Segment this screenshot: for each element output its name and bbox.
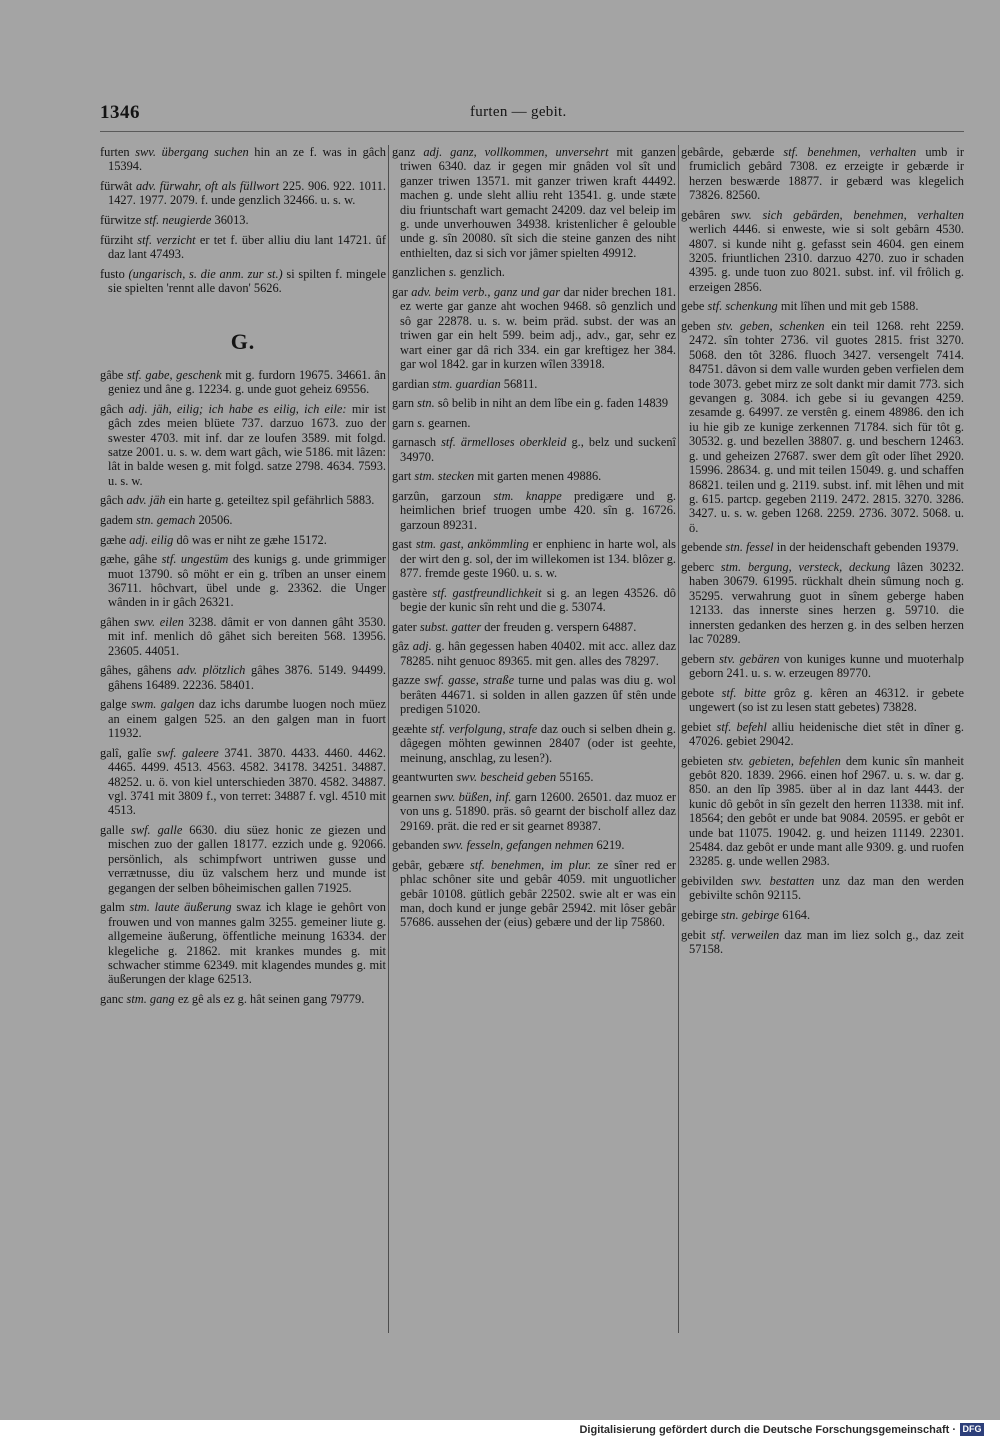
entry-headword: gâhes, gâhens [100, 663, 172, 678]
entry-headword: geantwurten [392, 770, 454, 785]
entry-text: er tet f. über alliu diu lant 14721. ûf daz lant 47493. [108, 232, 386, 261]
entry-text: sô belib in niht an dem lîbe ein g. faden 14839 [437, 396, 669, 411]
dictionary-entry [392, 722, 676, 765]
entry-text: 3741. 3870. 4433. 4460. 4462. 4465. 4499. 4513. 4563. 4582. 34178. 34251. 34887. 48252. u. ö. von kiel unterschieden 3870. 4582. 34887. vgl. 3741 mit 3809 f., von terret: 34887 f. vgl. 4510 mit 4513. [108, 745, 386, 818]
dictionary-entry [392, 639, 676, 668]
entry-gloss: stv. gebieten, befehlen [727, 753, 841, 768]
entry-gloss: swv. büßen, inf. [434, 789, 512, 804]
entry-text: swaz ich klage ie gehôrt von frouwen und von mannes galm 3255. gemeiner liute g. allgemeine äußerung, öffentliche meinung 16334. der klegeliche g. 21862. mit krankes mundes g. mit schwacher stimme 62349. mit klagendes mundes g. mit äußerungen der klage 62513. [108, 900, 386, 987]
entry-text: mit garten menen 49886. [477, 469, 602, 484]
entry-headword: furten [100, 145, 130, 159]
entry-headword: gebanden [392, 838, 440, 853]
column-1 [100, 145, 386, 1012]
entry-gloss: stv. gebären [719, 651, 780, 666]
entry-gloss: stf. schenkung [707, 299, 778, 314]
entry-text: lâzen 30232. haben 30679. 61995. rückhalt dhein sûmung noch g. 35295. verwahrung guot in sînem geberge haben 12133. das innerste sines herzen g. 59710. die innersten gedanken des herzen g. in des selben herzen lac 70289. [689, 559, 964, 646]
entry-headword: gæhe [100, 532, 127, 547]
entry-headword: ganz [392, 145, 416, 159]
entry-text: 6219. [596, 838, 625, 853]
entry-text: turne und palas was diu g. wol berâten 44671. si solden in allen gazzen ûf stên unde predigen 51020. [400, 673, 676, 717]
entry-gloss: adv. beim verb., ganz und gar [411, 285, 561, 300]
entry-text: in der heidenschaft gebenden 19379. [776, 540, 959, 555]
dictionary-entry [681, 928, 964, 957]
entry-gloss: s. [448, 265, 457, 280]
entry-text: er enphienc in harte wol, als der wirt den g. sol, der im willekomen ist 134. blôzer g. 877. fremde geste 1960. u. s. w. [400, 537, 676, 581]
entry-gloss: swf. galeere [156, 745, 219, 760]
dictionary-entry [100, 493, 386, 507]
entry-text: des kunigs g. unde grimmiger muot 13790. sô möht er ein g. trîben an unser einem 36711. hôchvart, übel unde g. 23362. die Unger wânden in ir gâch 26321. [108, 552, 386, 610]
entry-gloss: swv. sich gebärden, benehmen, verhalten [730, 207, 964, 222]
entry-headword: gebârde, gebærde [681, 145, 775, 159]
entry-gloss: adv. fürwahr, oft als füllwort [135, 179, 280, 193]
entry-text: daz man im liez solch g., daz zeit 57158. [689, 927, 964, 956]
entry-text: 56811. [503, 376, 538, 391]
entry-text: hin an ze f. was in gâch 15394. [108, 145, 386, 174]
entry-text: ein teil 1268. reht 2259. 2472. sîn tohter 2736. vil guotes 2815. frist 3270. 5068. den tôt 3286. fluoch 3427. versengelt 7414. 84751. dâvon si dem valle wurden geben verfielen dem tode 3073. gebet mirz ze solt dankt mir damit 773. sich gevangen g. 3084. ich gebe si iu gevangen 4259. zesamde g. 64997. ze verstên g. einem 48986. den ich iu hie gib ze kunige zerkennen 71784. sich für tôt g. 30532. g. und bezellen 38807. g. und beschern 12463. g. und geheizen 27687. swer dem gît oder lîhet 2920. 15996. 28634. g. und mit teilen 15049. g. und schaffen 86821. teilen und g. 2119. subst. inf. mit lêhen und mit g. 615. partcp. gegeben 2119. 2472. 2815. 3270. 3286. 3427. u. s. w. geben 1268. 2259. 2736. 3072. 5068. u. ö. [689, 319, 964, 535]
dictionary-entry [681, 908, 964, 922]
entry-gloss: stm. knappe [493, 489, 562, 504]
entry-text: 6164. [782, 907, 811, 922]
dictionary-entry [100, 663, 386, 692]
entry-headword: gebivilden [681, 873, 734, 888]
entry-headword: garnasch [392, 435, 437, 450]
entry-headword: gâhen [100, 615, 130, 630]
entry-headword: fusto [100, 266, 125, 281]
entry-gloss: stm. laute äußerung [129, 900, 232, 915]
entry-gloss: adj. eilig [129, 532, 174, 547]
entry-text: g. hân gegessen haben 40402. mit acc. allez daz 78285. niht genuoc 89365. mit gen. alles des 78297. [400, 639, 676, 668]
entry-headword: gebende [681, 540, 723, 555]
dictionary-entry [681, 145, 964, 203]
entry-gloss: swv. eilen [134, 615, 184, 630]
dictionary-entry [100, 233, 386, 262]
entry-headword: fürziht [100, 232, 134, 247]
entry-headword: gebâr, gebære [392, 857, 464, 872]
entry-headword: gebiet [681, 719, 712, 734]
page-number: 1346 [100, 102, 140, 123]
dictionary-entry [392, 586, 676, 615]
entry-gloss: subst. gatter [419, 619, 482, 634]
entry-gloss: stm. gast, ankömmling [415, 537, 529, 552]
entry-gloss: swf. gasse, straße [424, 673, 515, 688]
entry-gloss: stf. benehmen, verhalten [783, 145, 917, 159]
dictionary-entry [100, 402, 386, 488]
entry-headword: gâch [100, 493, 124, 508]
entry-text: daz ouch si selben dhein g. dâgegen möhten gewinnen 28407 (oder ist geehte, meinung, anschlag, zu lesen?). [400, 721, 676, 765]
entry-gloss: stn. [417, 396, 435, 411]
dictionary-entry [392, 489, 676, 532]
dictionary-entry [392, 838, 676, 852]
entry-text: si spilten f. mingele sie spielten 'rennt alle davon' 5626. [108, 266, 386, 295]
column-divider [388, 145, 389, 1333]
entry-text: mit lîhen und mit geb 1588. [780, 299, 919, 314]
entry-text: ze sîner red er phlac schôner site und gebâr 4059. mit unguotlicher gebâr 10108. gütlich gebâr 22502. swie alt er was ein man, doch kund er junge gebâr 25942. mit lôser gebâr 57686. aussehen der (eius) gebære und der lip 75860. [400, 857, 676, 930]
entry-gloss: swm. galgen [131, 697, 195, 712]
entry-text: g., belz und suckenî 34970. [400, 435, 676, 464]
entry-headword: geberc [681, 559, 715, 574]
entry-text: 36013. [214, 213, 249, 227]
entry-text: dô was er niht ze gæhe 15172. [176, 532, 327, 547]
entry-headword: gebit [681, 927, 706, 942]
dictionary-entry [392, 285, 676, 371]
entry-headword: gebirge [681, 907, 718, 922]
entry-headword: ganzlichen [392, 265, 446, 280]
dictionary-entry [392, 435, 676, 464]
entry-headword: geben [681, 319, 711, 334]
entry-text: 3238. dâmit er von dannen gâht 3530. mit inf. menlich dô gâhet sich bereiten 568. 13956. 23605. 44051. [108, 615, 386, 658]
dictionary-entry [100, 615, 386, 658]
entry-text: mir ist gâch zdes meien blüete 737. darzuo 1673. zuo der swester 4703. mit inf. dar ze loufen 3589. mit folgd. satze 2001. u. s. w. dem wart gâch, wie 5186. mit lâzen: lât in balde wesen g. mit folgd. satze 2798. 4634. 7593. u. s. w. [108, 401, 386, 488]
dictionary-entry [392, 770, 676, 784]
entry-gloss: stf. gabe, geschenk [127, 367, 222, 382]
entry-headword: fürwât [100, 179, 133, 193]
entry-gloss: stf. befehl [716, 719, 767, 734]
entry-text: predigære und g. heimlichen brief truogen umbe 420. sîn g. 16726. garzoun 89231. [400, 489, 676, 532]
entry-headword: gart [392, 469, 412, 484]
entry-headword: garn [392, 415, 415, 430]
column-divider [678, 145, 679, 1333]
entry-text: daz ichs darumbe luogen noch müez an einem galgen 525. an den galgen man in fuort 11932. [108, 697, 386, 741]
dictionary-entry [100, 900, 386, 986]
entry-text: mit g. furdorn 19675. 34661. ân geniez und âne g. 12234. g. unde guot geheiz 69556. [108, 367, 386, 397]
dictionary-entry [681, 874, 964, 903]
entry-text: werlich 4446. si enweste, wie si solt gebârn 4530. 4807. si kunde niht g. gefasst sein 4604. gen einem 3205. friuntlichen 2310. darzuo 4270. zuo ir schaden 4395. g. unde tuon zuo 8021. subst. inf. vil frôlich g. erzeigen 2856. [689, 222, 964, 294]
dictionary-entry [681, 720, 964, 749]
entry-text: 20506. [198, 513, 233, 528]
entry-headword: gâbe [100, 367, 124, 382]
entry-headword: gâch [100, 401, 124, 416]
dictionary-entry [392, 145, 676, 260]
dictionary-entry [392, 620, 676, 634]
entry-text: alliu heidenische diet stêt in dîner g. 47026. gebiet 29042. [689, 719, 964, 748]
entry-text: gâhes 3876. 5149. 94499. gâhens 16489. 22236. 58401. [108, 663, 386, 692]
entry-gloss: adj. jäh, eilig; ich habe es eilig, ich eile: [128, 401, 347, 416]
entry-text: grôz g. kêren an 46312. ir gebete ungewert (so ist zu lesen statt gebetes) 73828. [689, 685, 964, 714]
entry-headword: ganc [100, 991, 124, 1006]
entry-text: von kuniges kunne und muoterhalp geborn 241. u. s. w. erzeugen 89770. [689, 651, 964, 680]
dictionary-entry [100, 368, 386, 397]
dictionary-entry [100, 992, 386, 1006]
dictionary-entry [681, 540, 964, 554]
entry-headword: garn [392, 396, 415, 411]
entry-gloss: swv. bestatten [741, 873, 815, 888]
dictionary-entry [392, 858, 676, 930]
entry-gloss: stn. gemach [136, 513, 196, 528]
dictionary-entry [392, 377, 676, 391]
entry-gloss: stm. bergung, versteck, deckung [720, 559, 891, 574]
dictionary-entry [681, 560, 964, 646]
dictionary-entry [392, 416, 676, 430]
dictionary-entry [392, 537, 676, 580]
entry-text: gearnen. [428, 415, 471, 430]
dictionary-entry [100, 697, 386, 740]
dictionary-entry [392, 790, 676, 833]
entry-text: 6630. diu süez honic ze giezen und mischen zuo der gallen 18177. ezzich unde g. 92066. persönlich, als schimpfwort untriwen gusse und verrætnusse, diu üz valschem herz und munde ist gegangen der selben bôheimischen gallen 71925. [108, 823, 386, 895]
dictionary-entry [100, 267, 386, 296]
dictionary-entry [100, 552, 386, 610]
section-letter: G. [230, 329, 256, 355]
entry-gloss: stm. stecken [414, 469, 475, 484]
entry-gloss: (ungarisch, s. die anm. zur st.) [128, 266, 283, 281]
dictionary-entry [681, 652, 964, 681]
entry-text: mit ganzen triwen 6340. daz ir gegen mir gnâden vol sît und ganzer triwen 13571. mit ganzer triwen kraft 44492. machen g. unde sleht alliu reht 13541. g. unde stæte diu friuntschaft wart gemacht 24209. daz vel beleip im g. unde unverhouwen 34938. kristenlicher ê gelouble unde g. sîn 20080. sît sich die steine ganzen des niht enthielten, daz si sich vor jâmer spielten 49912. [400, 145, 676, 260]
entry-headword: gebote [681, 685, 715, 700]
entry-gloss: adv. jäh [126, 493, 166, 508]
entry-text: der freuden g. verspern 64887. [484, 619, 637, 634]
entry-headword: gardian [392, 376, 430, 391]
dictionary-entry [681, 754, 964, 869]
dictionary-entry [100, 533, 386, 547]
entry-text: umb ir frumiclich gebârd 7308. ez erzeigte ir gebærde ir herzen beswærde 18877. ir gebærd was klegelich 73826. 82560. [689, 145, 964, 203]
dictionary-entry [392, 673, 676, 716]
entry-text: si g. an legen 43526. dô begie der kunic sîn reht und die g. 53074. [400, 585, 676, 615]
entry-headword: gast [392, 537, 412, 552]
entry-headword: gebe [681, 299, 705, 314]
entry-headword: gastère [392, 585, 428, 600]
entry-gloss: adj. ganz, vollkommen, unversehrt [423, 145, 609, 159]
dictionary-entry [392, 265, 676, 279]
dictionary-entry [100, 513, 386, 527]
dictionary-entry [681, 208, 964, 294]
entry-gloss: stf. benehmen, im plur. [470, 857, 592, 872]
entry-headword: gar [392, 285, 408, 300]
dictionary-entry [681, 299, 964, 313]
entry-gloss: stn. gebirge [721, 907, 780, 922]
entry-text: 55165. [559, 770, 594, 785]
dictionary-entry [100, 213, 386, 227]
entry-headword: gater [392, 619, 417, 634]
entry-text: dem kunic sîn manheit gebôt 820. 1839. 2966. einen hof 2967. u. s. w. dar g. 850. an den lîp 3985. über al in daz lant 4443. der kunic dô gebôt in sîn gezelt den herren 11338. mit inf. 18564; den gebôt er unde bat 9084. 20595. er gebôt er unde bat 11075. 19042. g. und heizen 11149. 22301. 25484. daz gebôt er unde mant alle 9309. g. und ruofen 23285. g. unde wellen 2983. [689, 753, 964, 869]
entry-headword: gæhe, gâhe [100, 552, 158, 567]
entry-headword: galge [100, 697, 127, 712]
column-3 [681, 145, 964, 962]
entry-text: 225. 906. 922. 1011. 1427. 1977. 2079. f. unde genzlich 32466. u. s. w. [108, 179, 386, 208]
entry-gloss: swf. galle [131, 823, 183, 838]
entry-headword: gebern [681, 651, 715, 666]
entry-gloss: swv. fesseln, gefangen nehmen [442, 838, 594, 853]
dictionary-entry [681, 686, 964, 715]
entry-text: dar nider brechen 181. ez werte gar ganze aht wochen 9468. sô genzlich und sô gar 22878. u. s. w. beim präd. subst. der was an triwen gar ein helt 599. beim adj., adv., gar, sehr ez wart einer gar dâ rich 334. ein gar kreftigez her 384. gar wol 1842. gar in kurzen wîlen 33918. [400, 285, 676, 372]
entry-text: ez gê als ez g. hât seinen gang 79779. [177, 991, 365, 1006]
running-head: furten — gebit. [470, 104, 567, 120]
entry-headword: geæhte [392, 721, 428, 736]
entry-text: genzlich. [459, 265, 505, 280]
entry-gloss: swv. übergang suchen [135, 145, 249, 159]
entry-gloss: stv. geben, schenken [717, 319, 825, 334]
entry-text: ein harte g. geteiltez spil gefährlich 5883. [168, 493, 375, 508]
entry-gloss: stf. verweilen [711, 927, 780, 942]
entry-headword: gebâren [681, 207, 721, 222]
entry-headword: gebieten [681, 753, 723, 768]
dictionary-entry [100, 179, 386, 208]
entry-text: garn 12600. 26501. daz muoz er von uns g. 51890. präs. sô gearnt der bischolf allez daz 29169. prät. die red er sit gearnet 89387. [400, 789, 676, 833]
entry-gloss: stf. verfolgung, strafe [430, 721, 538, 736]
entry-gloss: swv. bescheid geben [456, 770, 557, 785]
entry-gloss: stf. verzicht [137, 232, 196, 247]
header-rule [100, 131, 964, 132]
entry-headword: gazze [392, 673, 421, 688]
dictionary-entry [100, 823, 386, 895]
entry-headword: fürwitze [100, 213, 142, 227]
entry-headword: gâz [392, 639, 410, 654]
dfg-logo: DFG [960, 1423, 984, 1436]
entry-gloss: adv. plötzlich [177, 663, 246, 678]
entry-gloss: stf. ungestüm [161, 552, 229, 567]
entry-gloss: adj. [412, 639, 432, 654]
entry-gloss: stf. bitte [721, 685, 767, 700]
entry-gloss: stf. neugierde [144, 213, 212, 227]
entry-gloss: stn. fessel [725, 540, 774, 555]
entry-headword: galm [100, 900, 125, 915]
dictionary-entry [392, 396, 676, 410]
footer-credit: Digitalisierung gefördert durch die Deutsche Forschungsgemeinschaft · [579, 1424, 956, 1436]
column-2 [392, 145, 676, 935]
entry-text: unz daz man den werden gebivilte schôn 92115. [689, 873, 964, 903]
entry-gloss: stm. gang [126, 991, 175, 1006]
entry-headword: garzûn, garzoun [392, 489, 482, 504]
entry-headword: galle [100, 823, 125, 838]
dictionary-entry [681, 319, 964, 535]
entry-headword: galî, galîe [100, 745, 152, 760]
entry-headword: gearnen [392, 789, 432, 804]
dictionary-entry [392, 469, 676, 483]
entry-headword: gadem [100, 513, 134, 528]
entry-gloss: stf. gastfreundlichkeit [432, 585, 542, 600]
entry-gloss: stf. ärmelloses oberkleid [441, 435, 567, 450]
entry-gloss: stm. guardian [432, 376, 501, 391]
entry-gloss: s. [417, 415, 426, 430]
dictionary-entry [100, 145, 386, 174]
dictionary-entry [100, 746, 386, 818]
